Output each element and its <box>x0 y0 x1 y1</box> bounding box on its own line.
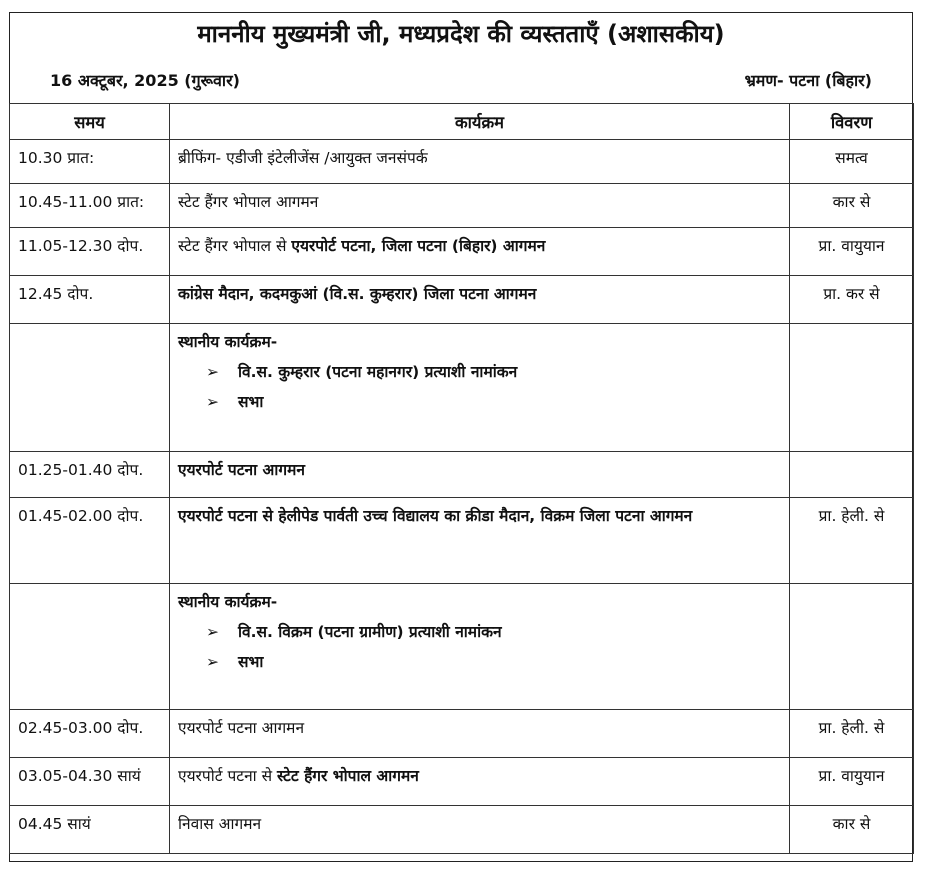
table-row <box>10 324 914 452</box>
schedule-date: 16 अक्टूबर, 2025 (गुरूवार) <box>50 71 240 90</box>
tour-location: भ्रमण- पटना (बिहार) <box>744 71 872 90</box>
table-row <box>10 228 914 276</box>
local-program-list <box>178 620 781 672</box>
arrow-bullet-icon: ➢ <box>206 393 219 411</box>
table-row <box>10 140 914 184</box>
column-header-time: समय <box>10 104 170 140</box>
schedule-table <box>9 103 914 854</box>
program-text-bold: स्टेट हैंगर भोपाल आगमन <box>277 767 419 785</box>
table-header-row <box>10 104 914 140</box>
local-program-list <box>178 360 781 412</box>
details-cell <box>790 452 914 498</box>
document-title: माननीय मुख्यमंत्री जी, मध्यप्रदेश की व्यस्तताएँ (अशासकीय) <box>197 20 725 48</box>
time-cell: 02.45-03.00 दोप. <box>10 710 170 758</box>
time-cell <box>10 584 170 710</box>
column-header-details: विवरण <box>790 104 914 140</box>
time-cell: 12.45 दोप. <box>10 276 170 324</box>
table-row <box>10 276 914 324</box>
table-row <box>10 758 914 806</box>
program-cell <box>170 228 790 276</box>
local-program-heading: स्थानीय कार्यक्रम- <box>178 593 278 611</box>
table-row <box>10 498 914 584</box>
details-cell: समत्व <box>790 140 914 184</box>
program-cell: एयरपोर्ट पटना से हेलीपेड पार्वती उच्च विद्यालय का क्रीडा मैदान, विक्रम जिला पटना आगमन <box>170 498 790 584</box>
details-cell <box>790 324 914 452</box>
arrow-bullet-icon: ➢ <box>206 653 219 671</box>
time-cell: 01.45-02.00 दोप. <box>10 498 170 584</box>
table-row <box>10 806 914 854</box>
program-cell <box>170 758 790 806</box>
program-cell: स्टेट हैंगर भोपाल आगमन <box>170 184 790 228</box>
column-header-program: कार्यक्रम <box>170 104 790 140</box>
program-text: एयरपोर्ट पटना से <box>178 767 278 785</box>
details-cell: प्रा. वायुयान <box>790 228 914 276</box>
program-text: स्टेट हैंगर भोपाल से <box>178 237 292 255</box>
local-program-heading: स्थानीय कार्यक्रम- <box>178 333 278 351</box>
program-cell <box>170 584 790 710</box>
details-cell: कार से <box>790 806 914 854</box>
program-cell: एयरपोर्ट पटना आगमन <box>170 710 790 758</box>
time-cell: 10.45-11.00 प्रात: <box>10 184 170 228</box>
details-cell: कार से <box>790 184 914 228</box>
time-cell: 11.05-12.30 दोप. <box>10 228 170 276</box>
table-row <box>10 584 914 710</box>
details-cell: प्रा. हेली. से <box>790 710 914 758</box>
list-item: ➢ वि.स. विक्रम (पटना ग्रामीण) प्रत्याशी नामांकन <box>206 623 502 641</box>
time-cell: 04.45 सायं <box>10 806 170 854</box>
details-cell: प्रा. वायुयान <box>790 758 914 806</box>
details-cell: प्रा. कर से <box>790 276 914 324</box>
program-text-bold: एयरपोर्ट पटना, जिला पटना (बिहार) आगमन <box>291 237 546 255</box>
list-item: ➢ वि.स. कुम्हरार (पटना महानगर) प्रत्याशी नामांकन <box>206 363 518 381</box>
time-cell <box>10 324 170 452</box>
program-cell: एयरपोर्ट पटना आगमन <box>170 452 790 498</box>
program-cell <box>170 324 790 452</box>
time-cell: 03.05-04.30 सायं <box>10 758 170 806</box>
arrow-bullet-icon: ➢ <box>206 363 219 381</box>
time-cell: 01.25-01.40 दोप. <box>10 452 170 498</box>
program-cell: निवास आगमन <box>170 806 790 854</box>
table-row <box>10 710 914 758</box>
list-item: ➢ सभा <box>206 393 264 411</box>
arrow-bullet-icon: ➢ <box>206 623 219 641</box>
details-cell <box>790 584 914 710</box>
time-cell: 10.30 प्रात: <box>10 140 170 184</box>
details-cell: प्रा. हेली. से <box>790 498 914 584</box>
table-row <box>10 184 914 228</box>
list-item: ➢ सभा <box>206 653 264 671</box>
program-cell: कांग्रेस मैदान, कदमकुआं (वि.स. कुम्हरार) जिला पटना आगमन <box>170 276 790 324</box>
table-row <box>10 452 914 498</box>
schedule-document <box>9 12 913 862</box>
program-cell: ब्रीफिंग- एडीजी इंटेलीजेंस /आयुक्त जनसंपर्क <box>170 140 790 184</box>
